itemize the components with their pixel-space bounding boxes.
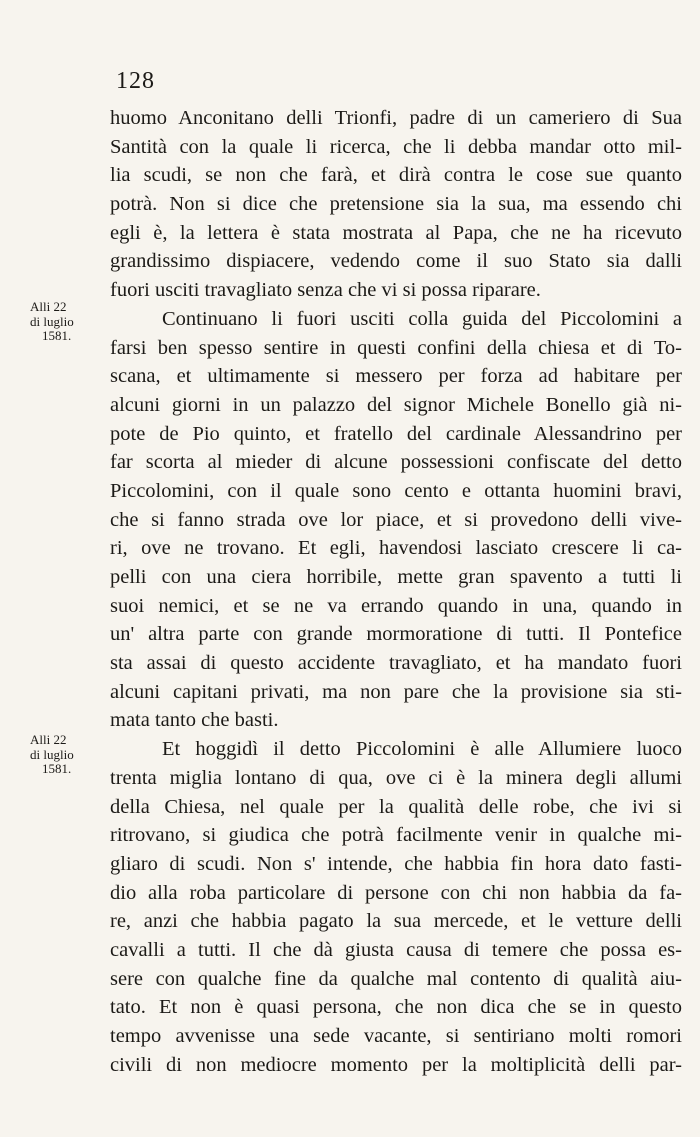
margin-note-date (30, 733, 106, 777)
text-line: tempo avvenisse una sede vacante, si sentiriano molti romori (110, 1025, 682, 1047)
margin-note-line: di luglio (30, 313, 74, 329)
body-text (110, 104, 682, 1079)
text-line: re, anzi che habbia pagato la sua mercede, et le vetture delli (110, 910, 682, 933)
text-line: Santità con la quale li ricerca, che li debba mandar otto mil- (110, 135, 682, 158)
text-line: fuori usciti travagliato senza che vi si possa riparare. (110, 279, 541, 302)
text-line: ritrovano, si giudica che potrà facilmente venir in qualche mi- (110, 824, 682, 847)
text-line: grandissimo dispiacere, vedendo come il suo Stato sia dalli (110, 250, 682, 273)
text-line: egli è, la lettera è stata mostrata al Papa, che ne ha ricevuto (110, 221, 682, 244)
margin-note-line: Alli 22 (30, 732, 67, 747)
text-line: sere con qualche fine da qualche mal contento di qualità aiu- (110, 967, 682, 990)
text-line: alcuni giorni in un palazzo del signor Michele Bonello già ni- (110, 393, 682, 416)
text-line: dio alla roba particolare di persone con chi non habbia da fa- (110, 881, 682, 904)
text-line: far scorta al mieder di alcune possessioni confiscate del detto (110, 451, 682, 474)
margin-note-line: di luglio (30, 746, 74, 762)
text-line: mata tanto che basti. (110, 709, 279, 732)
text-line: civili di non mediocre momento per la moltiplicità delli par- (110, 1053, 682, 1076)
margin-note-date (30, 300, 106, 344)
text-line: che si fanno strada ove lor piace, et si provedono delli vive- (110, 508, 682, 531)
text-line: un' altra parte con grande mormoratione di tutti. Il Pontefice (110, 623, 682, 646)
text-line: scana, et ultimamente si messero per forza ad habitare per (110, 365, 682, 388)
text-line: della Chiesa, nel quale per la qualità delle robe, che ivi si (110, 795, 682, 818)
margin-note-line: 1581. (42, 328, 72, 343)
paragraph-start-line: Et hoggidì il detto Piccolomini è alle Allumiere luoco (162, 738, 682, 761)
text-line: Piccolomini, con il quale sono cento e ottanta huomini bravi, (110, 479, 682, 502)
text-line: gliaro di scudi. Non s' intende, che habbia fin hora dato fasti- (110, 852, 682, 875)
text-line: pote de Pio quinto, et fratello del cardinale Alessandrino per (110, 422, 682, 445)
paragraph-start-line: Continuano li fuori usciti colla guida del Piccolomini a (162, 307, 682, 330)
text-line: suoi nemici, et se ne va errando quando in una, quando in (110, 594, 682, 617)
text-line: alcuni capitani privati, ma non pare che la provisione sia sti- (110, 680, 682, 703)
margin-note-line: 1581. (42, 761, 72, 776)
text-line: sta assai di questo accidente travagliato, et ha mandato fuori (110, 652, 682, 675)
text-line: ri, ove ne trovano. Et egli, havendosi lasciato crescere li ca- (110, 537, 682, 560)
text-line: potrà. Non si dice che pretensione sia la sua, ma essendo chi (110, 193, 682, 216)
text-line: huomo Anconitano delli Trionfi, padre di un cameriero di Sua (110, 107, 682, 129)
text-line: cavalli a tutti. Il che dà giusta causa di temere che possa es- (110, 938, 682, 961)
text-line: tato. Et non è quasi persona, che non dica che se in questo (110, 996, 682, 1019)
text-line: lia scudi, se non che farà, et dirà contra le cose sue quanto (110, 164, 682, 187)
margin-note-line: Alli 22 (30, 299, 67, 314)
text-line: pelli con una ciera horribile, mette gran spavento a tutti li (110, 566, 682, 588)
text-line: farsi ben spesso sentire in questi confini della chiesa et di To- (110, 336, 682, 359)
page-number: 128 (116, 68, 155, 94)
text-line: trenta miglia lontano di qua, ove ci è la minera degli allumi (110, 766, 682, 789)
